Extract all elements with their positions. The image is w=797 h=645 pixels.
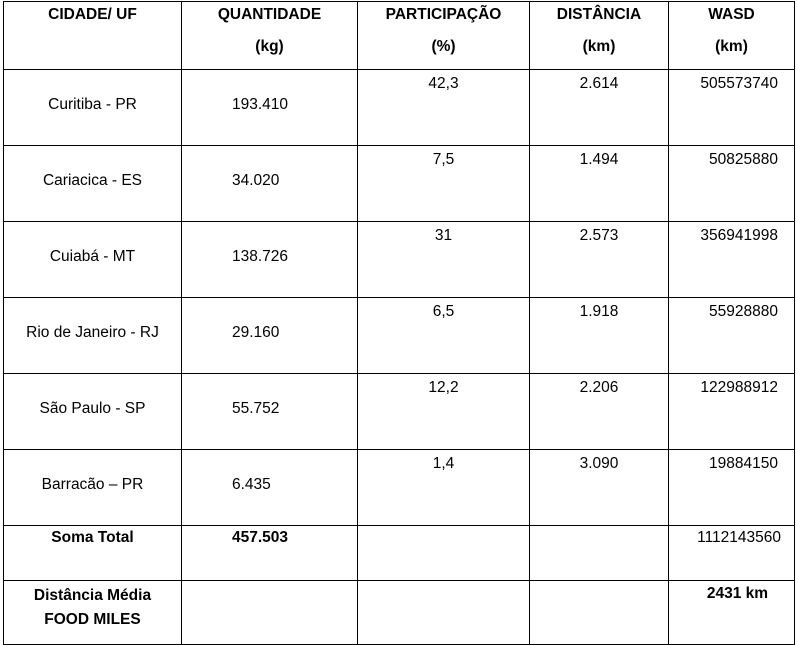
- city-cell: Cuiabá - MT: [4, 222, 182, 298]
- total-row: [4, 526, 795, 581]
- table-row: [4, 146, 795, 222]
- distance-cell: 1.918: [530, 298, 669, 374]
- table-row: [4, 374, 795, 450]
- distance-cell: 2.573: [530, 222, 669, 298]
- quantity-cell: 55.752: [182, 374, 358, 450]
- city-cell: Barracão – PR: [4, 450, 182, 526]
- wasd-cell: 505573740: [669, 70, 795, 146]
- quantity-cell: 138.726: [182, 222, 358, 298]
- distance-cell: 1.494: [530, 146, 669, 222]
- wasd-cell: 19884150: [669, 450, 795, 526]
- table-row: [4, 70, 795, 146]
- empty-cell: [358, 581, 530, 645]
- average-wasd: 2431 km: [669, 581, 795, 645]
- empty-cell: [182, 581, 358, 645]
- header-quantity: QUANTIDADE (kg): [182, 2, 358, 70]
- food-miles-table: [3, 1, 795, 645]
- wasd-cell: 356941998: [669, 222, 795, 298]
- header-participation: PARTICIPAÇÃO (%): [358, 2, 530, 70]
- distance-cell: 2.614: [530, 70, 669, 146]
- participation-cell: 42,3: [358, 70, 530, 146]
- quantity-cell: 34.020: [182, 146, 358, 222]
- empty-cell: [530, 526, 669, 581]
- city-cell: Curitiba - PR: [4, 70, 182, 146]
- average-label: Distância Média FOOD MILES: [4, 581, 182, 645]
- total-quantity: 457.503: [182, 526, 358, 581]
- empty-cell: [358, 526, 530, 581]
- city-cell: Cariacica - ES: [4, 146, 182, 222]
- header-distance: DISTÂNCIA (km): [530, 2, 669, 70]
- wasd-cell: 50825880: [669, 146, 795, 222]
- total-wasd: 1112143560: [669, 526, 795, 581]
- quantity-cell: 29.160: [182, 298, 358, 374]
- header-city: CIDADE/ UF: [4, 2, 182, 70]
- quantity-cell: 193.410: [182, 70, 358, 146]
- table-row: [4, 450, 795, 526]
- city-cell: Rio de Janeiro - RJ: [4, 298, 182, 374]
- distance-cell: 3.090: [530, 450, 669, 526]
- participation-cell: 1,4: [358, 450, 530, 526]
- participation-cell: 12,2: [358, 374, 530, 450]
- empty-cell: [530, 581, 669, 645]
- table-row: [4, 298, 795, 374]
- total-label: Soma Total: [4, 526, 182, 581]
- table-row: [4, 222, 795, 298]
- city-cell: São Paulo - SP: [4, 374, 182, 450]
- average-row: [4, 581, 795, 645]
- wasd-cell: 122988912: [669, 374, 795, 450]
- quantity-cell: 6.435: [182, 450, 358, 526]
- participation-cell: 7,5: [358, 146, 530, 222]
- distance-cell: 2.206: [530, 374, 669, 450]
- header-wasd: WASD (km): [669, 2, 795, 70]
- participation-cell: 31: [358, 222, 530, 298]
- participation-cell: 6,5: [358, 298, 530, 374]
- header-row: [4, 2, 795, 70]
- wasd-cell: 55928880: [669, 298, 795, 374]
